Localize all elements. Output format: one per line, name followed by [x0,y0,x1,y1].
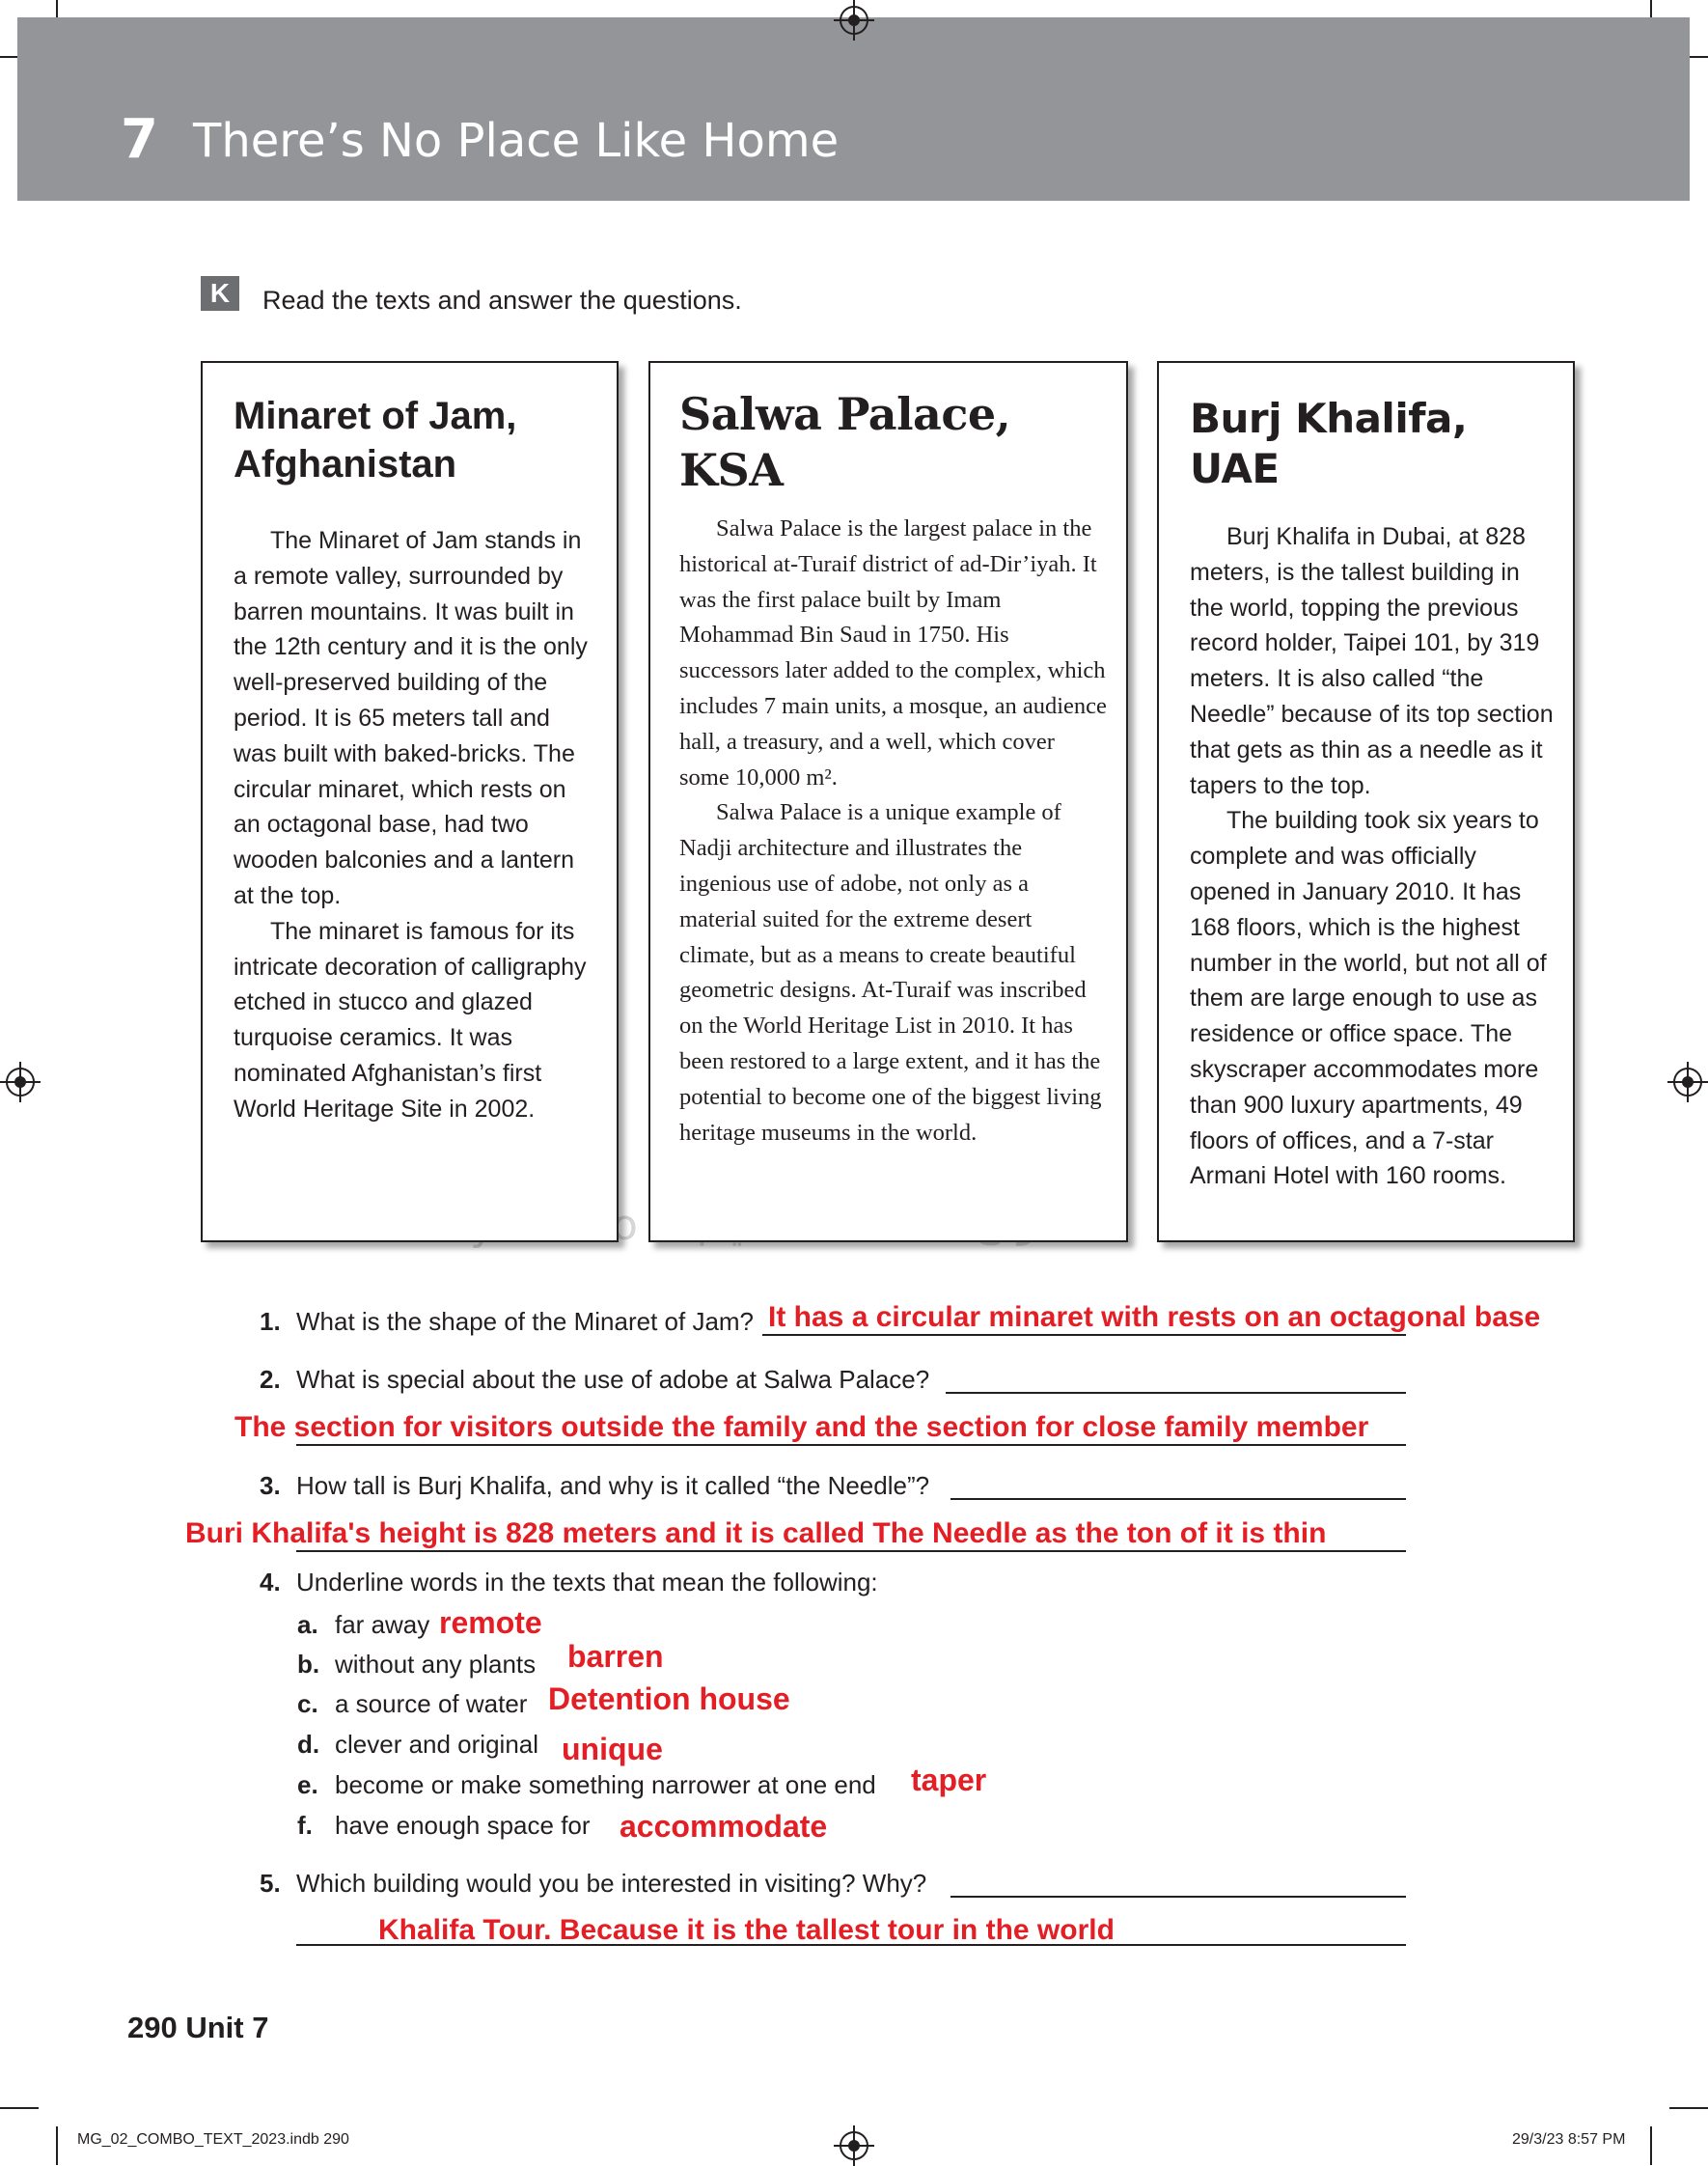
item-text: have enough space for [335,1811,591,1840]
registration-mark-icon [1673,1068,1702,1097]
card-body [1190,519,1556,1194]
card-title: Burj Khalifa, UAE [1190,395,1468,492]
card-title [234,392,595,488]
card-body [679,512,1109,1151]
print-date: 29/3/23 8:57 PM [1512,2131,1626,2148]
unit-title: There’s No Place Like Home [193,114,840,168]
card-burj-khalifa [1157,361,1575,1242]
question-number: 5. [260,1869,281,1898]
handwritten-answer: Buri Khalifa's height is 828 meters and it is called The Needle as the ton of it is thin [185,1517,1327,1549]
question-number: 4. [260,1568,281,1597]
file-slug: MG_02_COMBO_TEXT_2023.indb 290 [77,2131,349,2148]
instruction-text: Read the texts and answer the questions. [262,286,742,315]
unit-header-band [17,17,1690,201]
card-paragraph: The building took six years to complete and was officially opened in January 2010. It has 168 floors, which is the highest number in the world, but not all of them are large enough to use as residence or office space. The skyscraper accommodates more than 900 luxury apartments, 49 floors of offices, and a 7-star Armani Hotel with 160 rooms. [1190,807,1547,1190]
question-text: Which building would you be interested in visiting? Why? [296,1869,927,1898]
page-number: 290 Unit 7 [127,2011,269,2044]
card-title-line: Minaret of Jam, [234,395,517,437]
item-text: far away [335,1610,430,1639]
item-text: become or make something narrower at one end [335,1770,876,1799]
question-text: How tall is Burj Khalifa, and why is it called “the Needle”? [296,1471,930,1500]
unit-number: 7 [121,108,158,171]
crop-mark [1669,2107,1708,2109]
handwritten-answer: It has a circular minaret with rests on an octagonal base [768,1301,1541,1333]
crop-mark [0,2107,39,2109]
answer-line [946,1392,1406,1394]
card-salwa-palace [648,361,1128,1242]
question-text: What is the shape of the Minaret of Jam? [296,1307,755,1336]
question-text: What is special about the use of adobe at Salwa Palace? [296,1365,930,1394]
item-letter: f. [297,1811,313,1840]
registration-mark-icon [840,6,868,35]
handwritten-answer: barren [567,1639,664,1674]
item-letter: d. [297,1730,320,1759]
registration-mark-icon [840,2131,868,2160]
card-paragraph: Salwa Palace is the largest palace in the historical at-Turaif district of ad-Dir’iyah. It was the first palace built by Imam Mohammad Bin Saud in 1750. His successors later added to the complex, which includes 7 main units, a mosque, an audience hall, a treasury, and a well, which cover some 10,000 m². [679,515,1107,791]
answer-line [296,1550,1406,1552]
question-number: 3. [260,1471,281,1500]
item-letter: b. [297,1650,320,1679]
crop-mark [56,2126,58,2165]
card-paragraph: Salwa Palace is a unique example of Nadji architecture and illustrates the ingenious use of adobe, not only as a material suited for the extreme desert climate, but as a means to create beautiful geometric designs. At-Turaif was inscribed on the World Heritage List in 2010. It has been restored to a large extent, and it has the potential to become one of the biggest living heritage museums in the world. [679,799,1102,1146]
answer-line [950,1498,1406,1500]
item-text: clever and original [335,1730,539,1759]
exercise-badge: K [201,276,239,311]
answer-line [950,1896,1406,1898]
item-text: a source of water [335,1689,528,1718]
card-title: Salwa Palace, KSA [679,388,1011,496]
item-letter: a. [297,1610,318,1639]
card-body [234,523,595,1127]
question-number: 1. [260,1307,281,1336]
handwritten-answer: remote [439,1605,542,1640]
item-letter: c. [297,1689,318,1718]
item-letter: e. [297,1770,318,1799]
question-number: 2. [260,1365,281,1394]
card-paragraph: The minaret is famous for its intricate decoration of calligraphy etched in stucco and glazed turquoise ceramics. It was nominated Afghanistan’s first World Heritage Site in 2002. [234,917,587,1123]
question-text: Underline words in the texts that mean the following: [296,1568,878,1597]
card-paragraph: Burj Khalifa in Dubai, at 828 meters, is the tallest building in the world, topping the previous record holder, Taipei 101, by 319 meters. It is also called “the Needle” because of its top section that gets as thin as a needle as it tapers to the top. [1190,523,1554,799]
answer-line [296,1444,1406,1446]
handwritten-answer: Detention house [548,1681,790,1716]
handwritten-answer: unique [562,1732,663,1766]
handwritten-answer: The section for visitors outside the family and the section for close family member [234,1411,1369,1443]
card-title-line: Afghanistan [234,443,457,486]
card-paragraph: The Minaret of Jam stands in a remote valley, surrounded by barren mountains. It was built in the 12th century and it is the only well-preserved building of the period. It is 65 meters tall and was built with baked-bricks. The circular minaret, which rests on an octagonal base, had two wooden balconies and a lantern at the top. [234,527,588,909]
crop-mark [1650,2126,1652,2165]
registration-mark-icon [6,1068,35,1097]
answer-line [762,1334,1406,1336]
card-minaret-of-jam [201,361,619,1242]
item-text: without any plants [335,1650,537,1679]
handwritten-answer: accommodate [620,1809,828,1844]
handwritten-answer: taper [911,1763,987,1797]
handwritten-answer: Khalifa Tour. Because it is the tallest tour in the world [378,1914,1115,1946]
